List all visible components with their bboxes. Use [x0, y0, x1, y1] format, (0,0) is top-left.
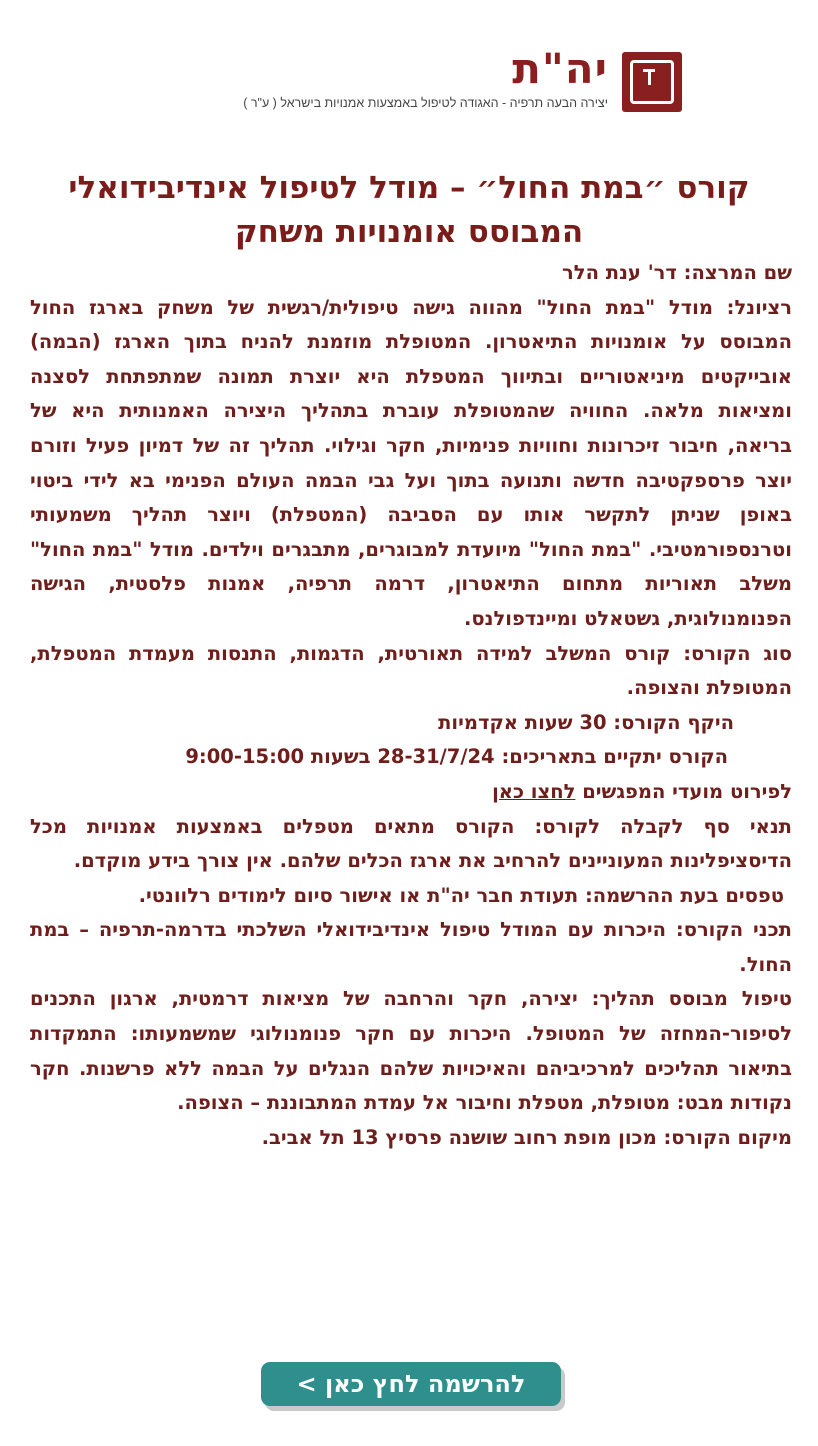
location: מיקום הקורס: מכון מופת רחוב שושנה פרסיץ 13 תל אביב. [261, 1125, 792, 1149]
page-title [30, 166, 788, 254]
process: טיפול מבוסס תהליך: יצירה, חקר והרחבה של מציאות דרמטית, ארגון התכנים לסיפור-המחזה של המטופל. היכרות עם חקר פנומנולוגי שמשמעותו: התמקדות בתיאור תהליכים למרכיביהם והאיכויות שלהם הנגלים על הבמה ללא פרשנות. חקר נקודות מבט: מטופלת, מטפלת וחיבור אל עמדת המתבוננת – הצופה. [30, 987, 792, 1115]
dates-value: 28-31/7/24 [377, 745, 495, 769]
hours-prefix: בשעות [310, 745, 371, 769]
title-line-2: המבוסס אומנויות משחק [234, 214, 584, 250]
admission: תנאי סף לקבלה לקורס: הקורס מתאים מטפלים באמצעות אמנויות מכל הדיסציפלינות המעוניינים להרחיב את ארגז הכלים שלהם. אין צורך בידע מוקדם. [30, 814, 792, 873]
logo-name: יה"ת [512, 44, 608, 93]
logo-subtitle: יצירה הבעה תרפיה - האגודה לטיפול באמצעות אמנויות בישראל ( ע"ר ) [243, 96, 608, 110]
rationale: רציונל: מודל "במת החול" מהווה גישה טיפולית/רגשית של משחק בארגז החול המבוסס על אומנויות התיאטרון. המטופלת מוזמנת להניח בתוך הארגז (הבמה) אובייקטים מיניאטוריים ובתיווך המטפלת היא יוצרת תמונה שמתפתחת לסצנה ומציאות מלאה. החוויה שהמטופלת עוברת בתהליך היצירה האמנותית היא של בריאה, חיבור זיכרונות וחוויות פנימיות, חקר וגילוי. תהליך זה של דמיון פעיל וזורם יוצר פרספקטיבה חדשה ותנועה בתוך ועל גבי הבמה העולם הפנימי בא לידי ביטוי באופן שניתן לתקשר אותו עם הסביבה (המטפלת) ויוצר תהליך משמעותי וטרנספורמטיבי. "במת החול" מיועדת למבוגרים, מתבגרים וילדים. מודל "במת החול" משלב תאוריות מתחום התיאטרון, דרמה תרפיה, אמנות פלסטית, הגישה הפנומנולוגית, גשטאלט ומיינדפולנס. [30, 295, 792, 630]
dates-prefix: הקורס יתקיים בתאריכים: [501, 745, 728, 769]
course-contents: תכני הקורס: היכרות עם המודל טיפול אינדיבידואלי השלכתי בדרמה-תרפיה – במת החול. [30, 918, 792, 976]
lecturer: שם המרצה: דר' ענת הלר [562, 261, 792, 284]
title-line-1: קורס ״במת החול״ – מודל לטיפול אינדיבידואלי [68, 170, 750, 206]
course-scope: היקף הקורס: 30 שעות אקדמיות [438, 710, 734, 734]
header-logo [122, 44, 682, 114]
meetings-link[interactable]: לחצו כאן [492, 779, 576, 803]
course-details [30, 256, 792, 1155]
register-button[interactable]: להרשמה לחץ כאן > [261, 1362, 561, 1406]
logo-mark-icon [622, 52, 682, 112]
meetings-info [30, 775, 792, 810]
course-type: סוג הקורס: קורס המשלב למידה תאורטית, הדגמות, התנסות מעמדת המטפלת, המטופלת והצופה. [30, 641, 792, 700]
course-dates [30, 740, 792, 775]
forms: טפסים בעת ההרשמה: תעודת חבר יה"ת או אישור סיום לימודים רלוונטי. [138, 883, 784, 907]
meetings-prefix: לפירוט מועדי המפגשים [582, 779, 792, 803]
hours-value: 9:00-15:00 [185, 745, 305, 769]
